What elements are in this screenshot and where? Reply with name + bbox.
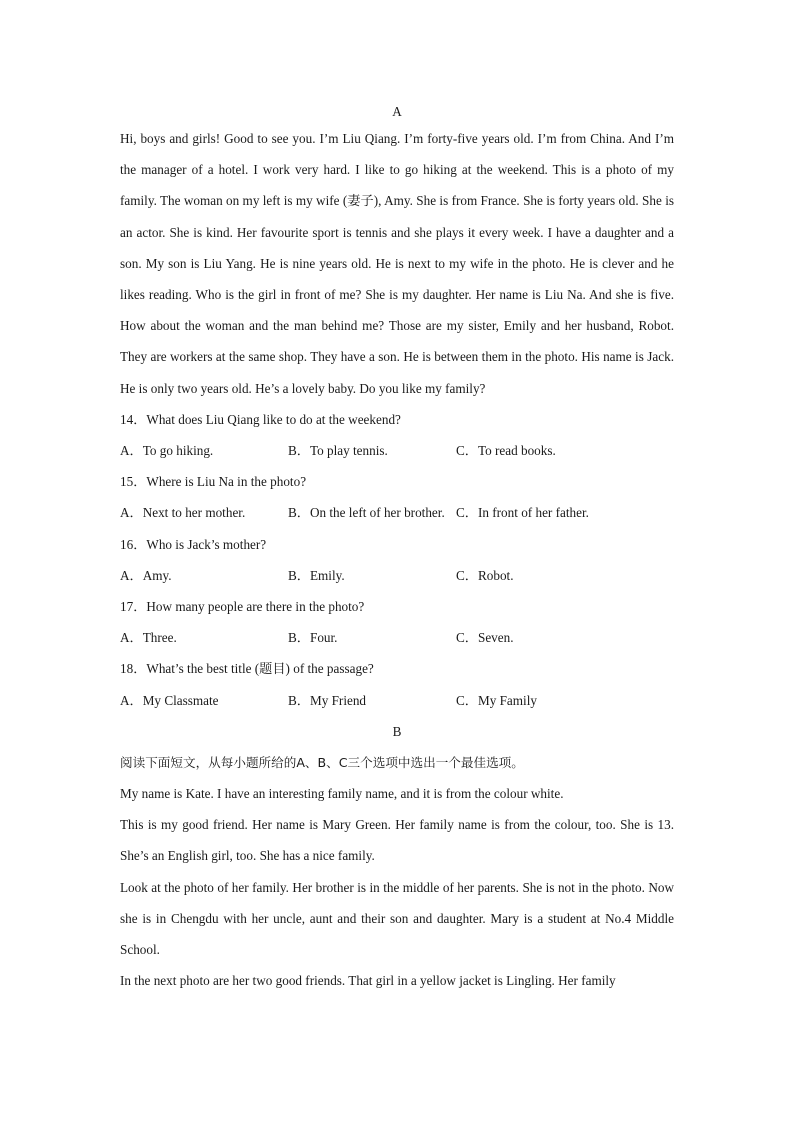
section-b-paragraph-2: This is my good friend. Her name is Mary Green. Her family name is from the colour, too. She is 13. She’s an English girl, too. She has a nice family. xyxy=(120,817,674,864)
question-14-option-b: B．To play tennis. xyxy=(288,443,388,459)
question-14 xyxy=(120,404,674,466)
question-15-option-b: B．On the left of her brother. xyxy=(288,505,445,521)
question-16-stem: 16．Who is Jack’s mother? xyxy=(120,536,267,552)
section-a-passage: Hi, boys and girls! Good to see you. I’m Liu Qiang. I’m forty-five years old. I’m from China. And I’m the manager of a hotel. I work very hard. I like to go hiking at the weekend. This is a photo of my family. The woman on my left is my wife (妻子), Amy. She is from France. She is forty years old. She is an actor. She is kind. Her favourite sport is tennis and she plays it every week. I have a daughter and a son. My son is Liu Yang. He is nine years old. He is next to my wife in the photo. He is clever and he likes reading. Who is the girl in front of me? She is my daughter. Her name is Liu Na. And she is five. How about the woman and the man behind me? Those are my sister, Emily and her husband, Robot. They are workers at the same shop. They have a son. He is between them in the photo. His name is Jack. He is only two years old. He’s a lovely baby. Do you like my family? xyxy=(120,131,674,396)
question-16-option-b: B．Emily. xyxy=(288,567,345,583)
question-15 xyxy=(120,466,674,528)
document-page xyxy=(120,100,674,997)
section-a-heading: A xyxy=(392,104,402,119)
question-15-stem: 15．Where is Liu Na in the photo? xyxy=(120,474,307,490)
question-17-option-c: C．Seven. xyxy=(456,630,514,646)
section-b-paragraph-3: Look at the photo of her family. Her brother is in the middle of her parents. She is not in the photo. Now she is in Chengdu with her uncle, aunt and their son and daughter. Mary is a student at No.4 Middle School. xyxy=(120,879,674,958)
question-14-option-a: A．To go hiking. xyxy=(120,443,214,459)
question-15-options xyxy=(120,497,674,528)
question-18-stem: 18．What’s the best title (题目) of the passage? xyxy=(120,661,374,677)
question-14-stem: 14．What does Liu Qiang like to do at the weekend? xyxy=(120,411,401,427)
question-18 xyxy=(120,653,674,715)
question-18-option-c: C．My Family xyxy=(456,692,537,708)
question-16 xyxy=(120,529,674,591)
question-18-option-a: A．My Classmate xyxy=(120,692,219,708)
question-17 xyxy=(120,591,674,653)
section-b-paragraph-4: In the next photo are her two good friends. That girl in a yellow jacket is Lingling. Her family xyxy=(120,973,616,989)
section-b-paragraph-1: My name is Kate. I have an interesting family name, and it is from the colour white. xyxy=(120,786,564,802)
question-16-option-c: C．Robot. xyxy=(456,567,514,583)
question-16-option-a: A．Amy. xyxy=(120,567,172,583)
question-15-option-a: A．Next to her mother. xyxy=(120,505,246,521)
question-17-option-a: A．Three. xyxy=(120,630,177,646)
question-17-option-b: B．Four. xyxy=(288,630,338,646)
question-17-options xyxy=(120,622,674,653)
section-b-instruction: 阅读下面短文，从每小题所给的A、B、C三个选项中选出一个最佳选项。 xyxy=(120,754,524,770)
question-18-option-b: B．My Friend xyxy=(288,692,367,708)
question-18-options xyxy=(120,685,674,716)
question-16-options xyxy=(120,560,674,591)
question-14-options xyxy=(120,435,674,466)
question-15-option-c: C．In front of her father. xyxy=(456,505,589,521)
question-14-option-c: C．To read books. xyxy=(456,443,556,459)
question-17-stem: 17．How many people are there in the photo? xyxy=(120,598,365,614)
section-b-heading: B xyxy=(392,723,402,739)
